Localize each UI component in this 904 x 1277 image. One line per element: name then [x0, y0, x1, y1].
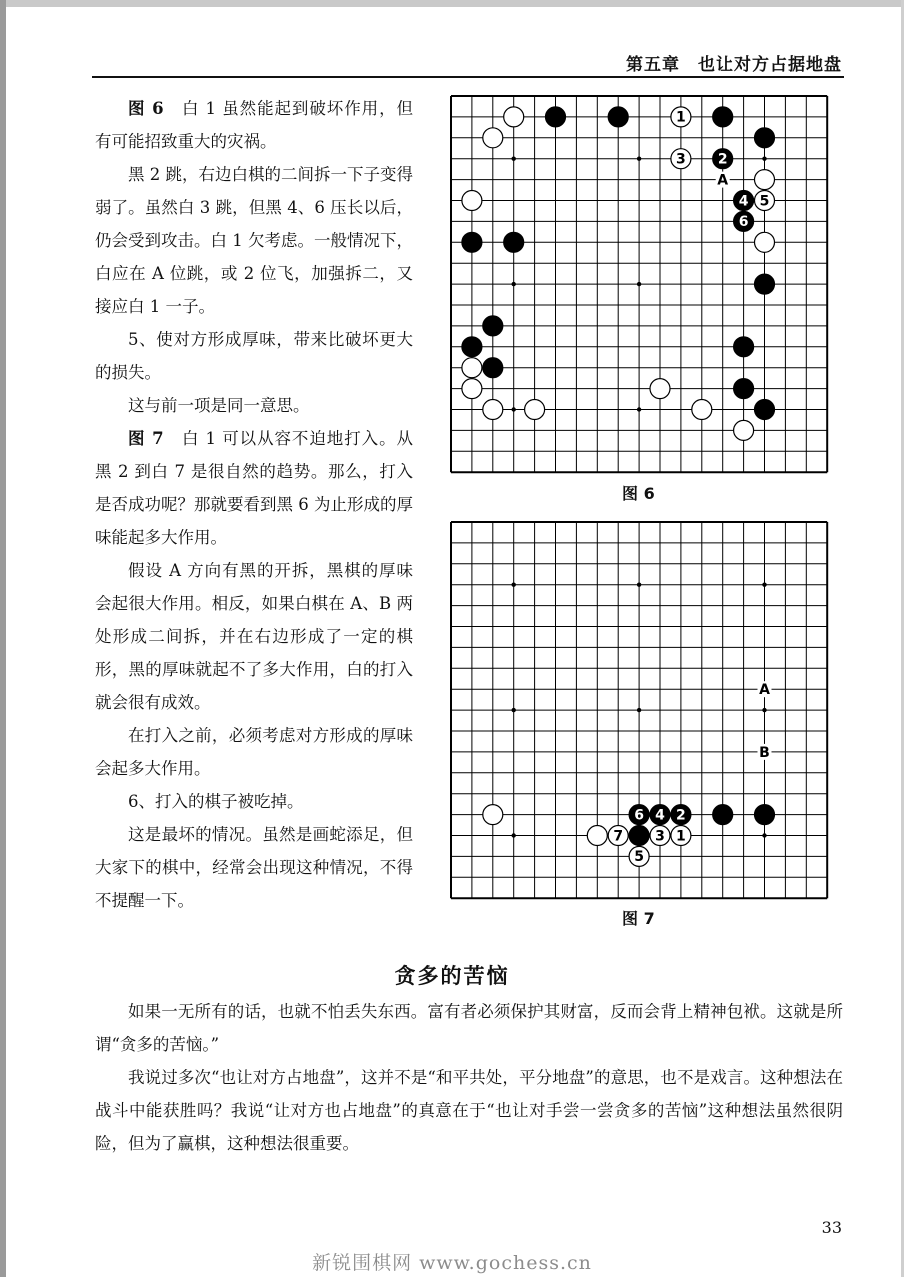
move-number: 2 [676, 807, 686, 824]
white-stone [483, 128, 503, 148]
page-number: 33 [821, 1218, 842, 1237]
white-stone [525, 400, 545, 420]
move-number: 5 [759, 193, 770, 210]
move-number: 4 [655, 807, 665, 824]
star-point [512, 833, 516, 837]
star-point [762, 708, 766, 712]
move-number: 3 [655, 828, 665, 845]
figure-ref: 图 6 [128, 99, 164, 118]
paragraph: 图 6 白 1 虽然能起到破坏作用，但有可能招致重大的灾祸。 [95, 99, 413, 151]
move-number: 1 [676, 109, 686, 126]
black-stone [713, 805, 733, 825]
black-stone [462, 337, 482, 357]
star-point [512, 282, 516, 286]
white-stone [462, 379, 482, 399]
star-point [762, 583, 766, 587]
figure-ref: 图 7 [128, 429, 164, 448]
move-number: 6 [738, 214, 749, 231]
star-point [762, 833, 766, 837]
white-stone [462, 358, 482, 378]
black-stone [755, 805, 775, 825]
point-marker: B [759, 744, 770, 761]
white-stone [504, 107, 524, 127]
star-point [512, 583, 516, 587]
move-number: 6 [634, 807, 644, 824]
paragraph: 黑 2 跳，右边白棋的二间拆一下子变得弱了。虽然白 3 跳，但黑 4、6 压长以后，仍会受到攻击。白 1 欠考虑。一般情况下，白应在 A 位跳，或 2 位飞，加强拆二，又接应白 1 一子。 [95, 165, 413, 316]
white-stone [462, 191, 482, 211]
point-marker: A [759, 682, 770, 699]
move-number: 3 [676, 151, 686, 168]
black-stone [755, 400, 775, 420]
paragraph: 6、打入的棋子被吃掉。 [128, 792, 304, 811]
paragraph: 这与前一项是同一意思。 [128, 396, 310, 415]
paragraph: 假设 A 方向有黑的开拆，黑棋的厚味会起很大作用。相反，如果白棋在 A、B 两处形成二间拆，并在右边形成了一定的棋形，黑的厚味就起不了多大作用，白的打入就会很有成效。 [95, 561, 413, 712]
star-point [637, 282, 641, 286]
black-stone [462, 232, 482, 252]
star-point [762, 157, 766, 161]
white-stone [692, 400, 712, 420]
go-board-diagram [448, 93, 830, 475]
white-stone [734, 420, 754, 440]
black-stone [629, 826, 649, 846]
bottom-text [95, 995, 843, 1160]
star-point [512, 157, 516, 161]
black-stone [608, 107, 628, 127]
white-stone [587, 826, 607, 846]
white-stone [755, 170, 775, 190]
paragraph: 这是最坏的情况。虽然是画蛇添足，但大家下的棋中，经常会出现这种情况，不得不提醒一下。 [95, 825, 413, 910]
figure-caption: 图 6 [622, 484, 655, 503]
paragraph: 在打入之前，必须考虑对方形成的厚味会起多大作用。 [95, 726, 413, 778]
black-stone [734, 379, 754, 399]
star-point [637, 708, 641, 712]
black-stone [546, 107, 566, 127]
left-text-column [95, 92, 413, 917]
paragraph: 如果一无所有的话，也就不怕丢失东西。富有者必须保护其财富，反而会背上精神包袱。这就是所谓“贪多的苦恼。” [95, 1002, 843, 1054]
move-number: 7 [613, 828, 624, 845]
black-stone [483, 358, 503, 378]
white-stone [650, 379, 670, 399]
star-point [512, 708, 516, 712]
star-point [637, 157, 641, 161]
move-number: 5 [634, 849, 644, 866]
header-rule [92, 76, 844, 78]
go-board-figure-6 [448, 93, 830, 475]
black-stone [504, 232, 524, 252]
chapter-header: 第五章 也让对方占据地盘 [626, 55, 842, 75]
star-point [512, 407, 516, 411]
star-point [637, 583, 641, 587]
white-stone [483, 400, 503, 420]
white-stone [483, 805, 503, 825]
paragraph: 我说过多次“也让对方占地盘”，这并不是“和平共处，平分地盘”的意思，也不是戏言。这种想法在战斗中能获胜吗？我说“让对方也占地盘”的真意在于“也让对手尝一尝贪多的苦恼”这种想法虽然很阴险，但为了赢棋，这种想法很重要。 [95, 1068, 843, 1153]
section-title: 贪多的苦恼 [394, 963, 510, 988]
point-marker: A [717, 172, 729, 189]
window-frame-top [0, 0, 904, 7]
figure-caption: 图 7 [622, 909, 655, 928]
go-board-diagram [448, 519, 830, 901]
go-board-figure-7 [448, 519, 830, 901]
window-frame-left [0, 0, 6, 1277]
black-stone [713, 107, 733, 127]
black-stone [755, 128, 775, 148]
paragraph: 图 7 白 1 可以从容不迫地打入。从黑 2 到白 7 是很自然的趋势。那么，打入是否成功呢？那就要看到黑 6 为止形成的厚味能起多大作用。 [95, 429, 413, 547]
black-stone [734, 337, 754, 357]
move-number: 2 [717, 151, 728, 168]
star-point [637, 407, 641, 411]
black-stone [483, 316, 503, 336]
white-stone [755, 232, 775, 252]
move-number: 1 [676, 828, 686, 845]
paragraph: 5、使对方形成厚味，带来比破坏更大的损失。 [95, 330, 413, 382]
move-number: 4 [738, 193, 749, 210]
footer-watermark: 新锐围棋网 www.gochess.cn [312, 1252, 592, 1274]
black-stone [755, 274, 775, 294]
